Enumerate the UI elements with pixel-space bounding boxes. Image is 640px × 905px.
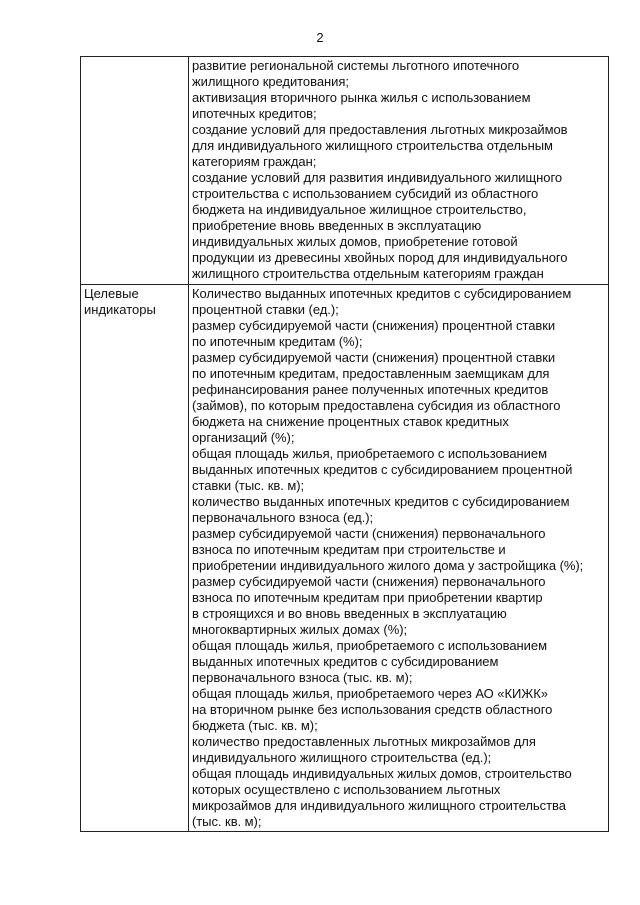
content-text-line: в строящихся и во вновь введенных в эксплуатацию bbox=[192, 606, 507, 621]
content-text-line: выданных ипотечных кредитов с субсидированием bbox=[192, 654, 499, 669]
content-text-line: размер субсидируемой части (снижения) процентной ставки bbox=[192, 318, 556, 333]
content-text-line: микрозаймов для индивидуального жилищного строительства bbox=[192, 798, 566, 813]
row-label-text: индикаторы bbox=[84, 302, 156, 317]
content-text-line: процентной ставки (ед.); bbox=[192, 302, 339, 317]
content-text-line: общая площадь жилья, приобретаемого с использованием bbox=[192, 446, 547, 461]
content-text-line: взноса по ипотечным кредитам при приобретении квартир bbox=[192, 590, 543, 605]
content-text-line: Количество выданных ипотечных кредитов с субсидированием bbox=[192, 286, 572, 301]
content-text-line: количество выданных ипотечных кредитов с субсидированием bbox=[192, 494, 570, 509]
content-text-line: по ипотечным кредитам, предоставленным заемщикам для bbox=[192, 366, 550, 381]
content-text-line: взноса по ипотечным кредитам при строительстве и bbox=[192, 542, 506, 557]
content-text-line: индивидуальных жилых домов, приобретение готовой bbox=[192, 234, 518, 249]
content-text-line: приобретение вновь введенных в эксплуатацию bbox=[192, 218, 482, 233]
content-text-line: жилищного кредитования; bbox=[192, 74, 349, 89]
content-text-line: развитие региональной системы льготного ипотечного bbox=[192, 58, 520, 73]
table-row-goals bbox=[81, 57, 609, 285]
row-content-cell bbox=[189, 57, 609, 285]
row-content-cell bbox=[189, 285, 609, 832]
content-text-line: индивидуального жилищного строительства (ед.); bbox=[192, 750, 492, 765]
content-text-line: общая площадь жилья, приобретаемого через АО «КИЖК» bbox=[192, 686, 548, 701]
content-text-line: первоначального взноса (ед.); bbox=[192, 510, 374, 525]
content-text-line: бюджета на индивидуальное жилищное строительство, bbox=[192, 202, 527, 217]
content-text-line: общая площадь жилья, приобретаемого с использованием bbox=[192, 638, 547, 653]
content-text-line: по ипотечным кредитам (%); bbox=[192, 334, 363, 349]
content-text-line: жилищного строительства отдельным категориям граждан bbox=[192, 266, 544, 281]
content-text-line: многоквартирных жилых домах (%); bbox=[192, 622, 408, 637]
content-text-line: количество предоставленных льготных микрозаймов для bbox=[192, 734, 536, 749]
content-text-line: строительства с использованием субсидий из областного bbox=[192, 186, 539, 201]
content-text-line: приобретении индивидуального жилого дома у застройщика (%); bbox=[192, 558, 584, 573]
content-text-line: которых осуществлено с использованием льготных bbox=[192, 782, 501, 797]
content-text-line: категориям граждан; bbox=[192, 154, 317, 169]
content-text-line: рефинансирования ранее полученных ипотечных кредитов bbox=[192, 382, 549, 397]
row-label-cell bbox=[81, 285, 189, 832]
content-text-line: активизация вторичного рынка жилья с использованием bbox=[192, 90, 531, 105]
page-number: 2 bbox=[316, 30, 324, 45]
content-text-line: (тыс. кв. м); bbox=[192, 814, 262, 829]
content-text-line: создание условий для развития индивидуального жилищного bbox=[192, 170, 563, 185]
content-text-line: размер субсидируемой части (снижения) первоначального bbox=[192, 574, 546, 589]
row-label-text: Целевые bbox=[84, 286, 139, 301]
content-text-line: бюджета (тыс. кв. м); bbox=[192, 718, 318, 733]
content-text-line: общая площадь индивидуальных жилых домов, строительство bbox=[192, 766, 572, 781]
content-text-line: ставки (тыс. кв. м); bbox=[192, 478, 305, 493]
content-text-line: выданных ипотечных кредитов с субсидированием процентной bbox=[192, 462, 573, 477]
content-text-line: размер субсидируемой части (снижения) процентной ставки bbox=[192, 350, 556, 365]
content-text-line: первоначального взноса (тыс. кв. м); bbox=[192, 670, 413, 685]
content-text-line: размер субсидируемой части (снижения) первоначального bbox=[192, 526, 546, 541]
content-text-line: продукции из древесины хвойных пород для индивидуального bbox=[192, 250, 568, 265]
content-text-line: для индивидуального жилищного строительства отдельным bbox=[192, 138, 553, 153]
content-text-line: бюджета на снижение процентных ставок кредитных bbox=[192, 414, 509, 429]
table-row-target-indicators bbox=[81, 285, 609, 832]
content-text-line: на вторичном рынке без использования средств областного bbox=[192, 702, 553, 717]
content-text-line: создание условий для предоставления льготных микрозаймов bbox=[192, 122, 568, 137]
passport-table bbox=[80, 56, 609, 832]
content-text-line: (займов), по которым предоставлена субсидия из областного bbox=[192, 398, 561, 413]
row-label-cell bbox=[81, 57, 189, 285]
content-text-line: организаций (%); bbox=[192, 430, 295, 445]
content-text-line: ипотечных кредитов; bbox=[192, 106, 317, 121]
